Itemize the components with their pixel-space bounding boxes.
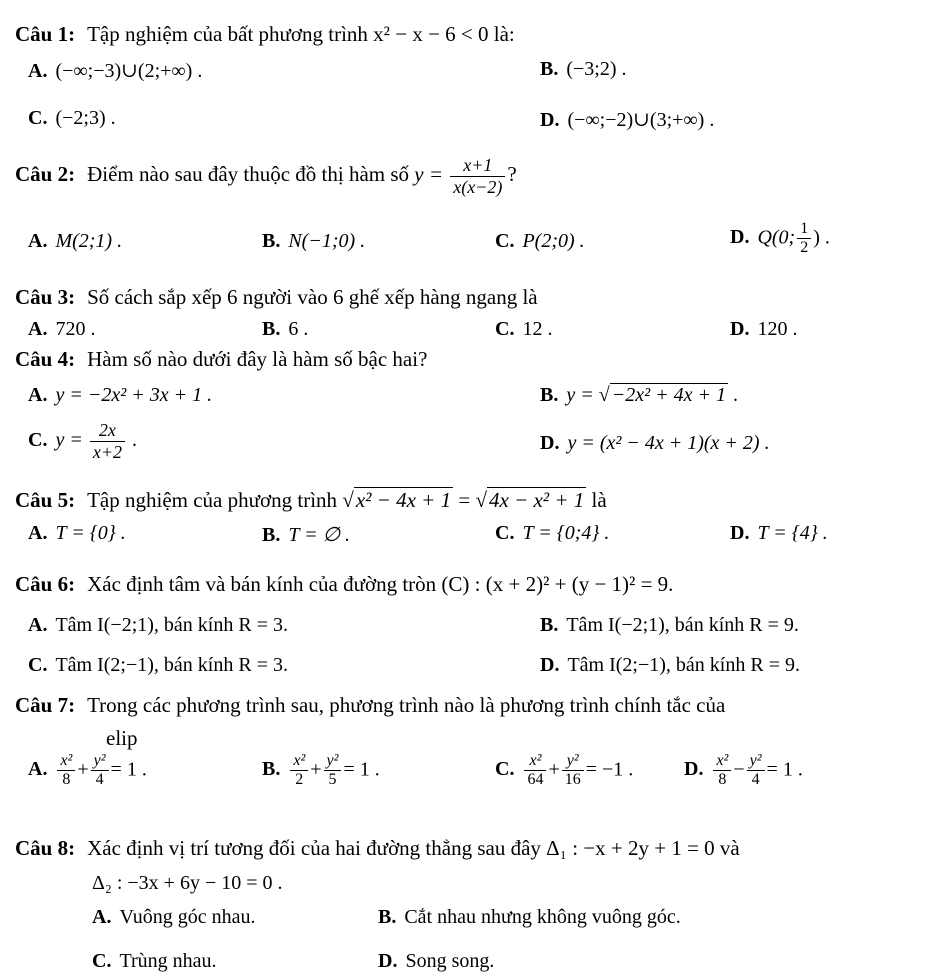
- question-4: [15, 347, 427, 372]
- option-a[interactable]: A. $\frac{\text{x²}}{8}$ + $\frac{\text{y²}}{4}$ = 1 .: [28, 752, 147, 789]
- question-label: Câu 1:: [15, 22, 76, 46]
- option-a[interactable]: A. y = −2x² + 3x + 1 .: [28, 384, 213, 406]
- option-b[interactable]: B. 6 .: [262, 318, 309, 340]
- option-a[interactable]: A. T = {0} .: [28, 522, 126, 544]
- question-stem: Xác định vị trí tương đối của hai đường thẳng sau đây Δ₁ : −x + 2y + 1 = 0 và: [87, 836, 740, 860]
- option-d[interactable]: D. 120 .: [730, 318, 798, 340]
- question-label: Câu 7:: [15, 693, 76, 717]
- question-stem: Xác định tâm và bán kính của đường tròn (C) : (x + 2)² + (y − 1)² = 9.: [87, 572, 674, 596]
- option-c[interactable]: C. (−2;3) .: [28, 107, 116, 129]
- question-stem-continued: elip: [106, 726, 138, 750]
- option-a[interactable]: A. (−∞;−3)∪(2;+∞) .: [28, 60, 203, 82]
- question-label: Câu 2:: [15, 162, 76, 186]
- option-b[interactable]: B. y = √ −2x² + 4x + 1 .: [540, 384, 738, 406]
- option-b[interactable]: B. Tâm I(−2;1), bán kính R = 9.: [540, 614, 799, 636]
- question-label: Câu 4:: [15, 347, 76, 371]
- option-c[interactable]: C. P(2;0) .: [495, 230, 585, 252]
- option-d[interactable]: D. Song song.: [378, 950, 495, 972]
- question-stem: Điểm nào sau đây thuộc đồ thị hàm số: [87, 162, 410, 186]
- option-d[interactable]: D. Tâm I(2;−1), bán kính R = 9.: [540, 654, 800, 676]
- fraction: $\frac{2x}{x+2}$: [90, 420, 125, 462]
- option-b[interactable]: B. Cắt nhau nhưng không vuông góc.: [378, 906, 681, 928]
- option-a[interactable]: A. 720 .: [28, 318, 96, 340]
- question-stem: Hàm số nào dưới đây là hàm số bậc hai?: [87, 347, 428, 371]
- option-c[interactable]: C. T = {0;4} .: [495, 522, 610, 544]
- fraction: $\frac{x+1}{x(x-2)}$: [450, 155, 505, 197]
- question-label: Câu 3:: [15, 285, 76, 309]
- question-label: Câu 5:: [15, 488, 76, 512]
- option-b[interactable]: B. (−3;2) .: [540, 58, 627, 80]
- option-a[interactable]: A. Tâm I(−2;1), bán kính R = 3.: [28, 614, 288, 636]
- question-5: Câu 5: Tập nghiệm của phương trình √x² − 4x + 1 = √4x − x² + 1 là: [15, 488, 607, 512]
- question-stem: Trong các phương trình sau, phương trình nào là phương trình chính tắc của: [87, 693, 726, 717]
- question-label: Câu 6:: [15, 572, 76, 596]
- option-d[interactable]: D. (−∞;−2)∪(3;+∞) .: [540, 109, 715, 131]
- question-stem-continued: Δ₂ : −3x + 6y − 10 = 0 .: [92, 872, 283, 894]
- option-c[interactable]: C. $\frac{\text{x²}}{64}$ + $\frac{\text{y²}}{16}$ = −1 .: [495, 752, 634, 789]
- option-b[interactable]: B. N(−1;0) .: [262, 230, 366, 252]
- question-7: [15, 693, 725, 718]
- option-c[interactable]: C. y = $\frac{2x}{x+2}$ .: [28, 420, 137, 462]
- option-d[interactable]: D. Q(0; $\frac{1}{2}$ ) .: [730, 220, 830, 257]
- option-c[interactable]: C. Trùng nhau.: [92, 950, 217, 972]
- question-8: [15, 836, 740, 861]
- question-stem: Số cách sắp xếp 6 người vào 6 ghế xếp hàng ngang là: [87, 285, 538, 309]
- option-c[interactable]: C. 12 .: [495, 318, 553, 340]
- question-stem: Tập nghiệm của phương trình: [87, 488, 338, 512]
- question-stem: Tập nghiệm của bất phương trình x² − x − 6 < 0 là:: [87, 22, 515, 46]
- fraction: $\frac{1}{2}$: [797, 220, 811, 258]
- option-d[interactable]: D. T = {4} .: [730, 522, 828, 544]
- question-3: [15, 285, 538, 310]
- option-a[interactable]: A. Vuông góc nhau.: [92, 906, 256, 928]
- question-6: [15, 572, 673, 597]
- option-d[interactable]: D. $\frac{\text{x²}}{8}$ − $\frac{\text{y²}}{4}$ = 1 .: [684, 752, 803, 789]
- question-label: Câu 8:: [15, 836, 76, 860]
- question-1: [15, 22, 515, 47]
- option-a[interactable]: A. M(2;1) .: [28, 230, 123, 252]
- question-2: Câu 2: Điểm nào sau đây thuộc đồ thị hàm số y = $\frac{x+1}{x(x-2)}$ ?: [15, 155, 517, 197]
- option-b[interactable]: B. $\frac{\text{x²}}{2}$ + $\frac{\text{y²}}{5}$ = 1 .: [262, 752, 380, 789]
- option-b[interactable]: B. T = ∅ .: [262, 524, 351, 546]
- option-d[interactable]: D. y = (x² − 4x + 1)(x + 2) .: [540, 432, 770, 454]
- option-c[interactable]: C. Tâm I(2;−1), bán kính R = 3.: [28, 654, 288, 676]
